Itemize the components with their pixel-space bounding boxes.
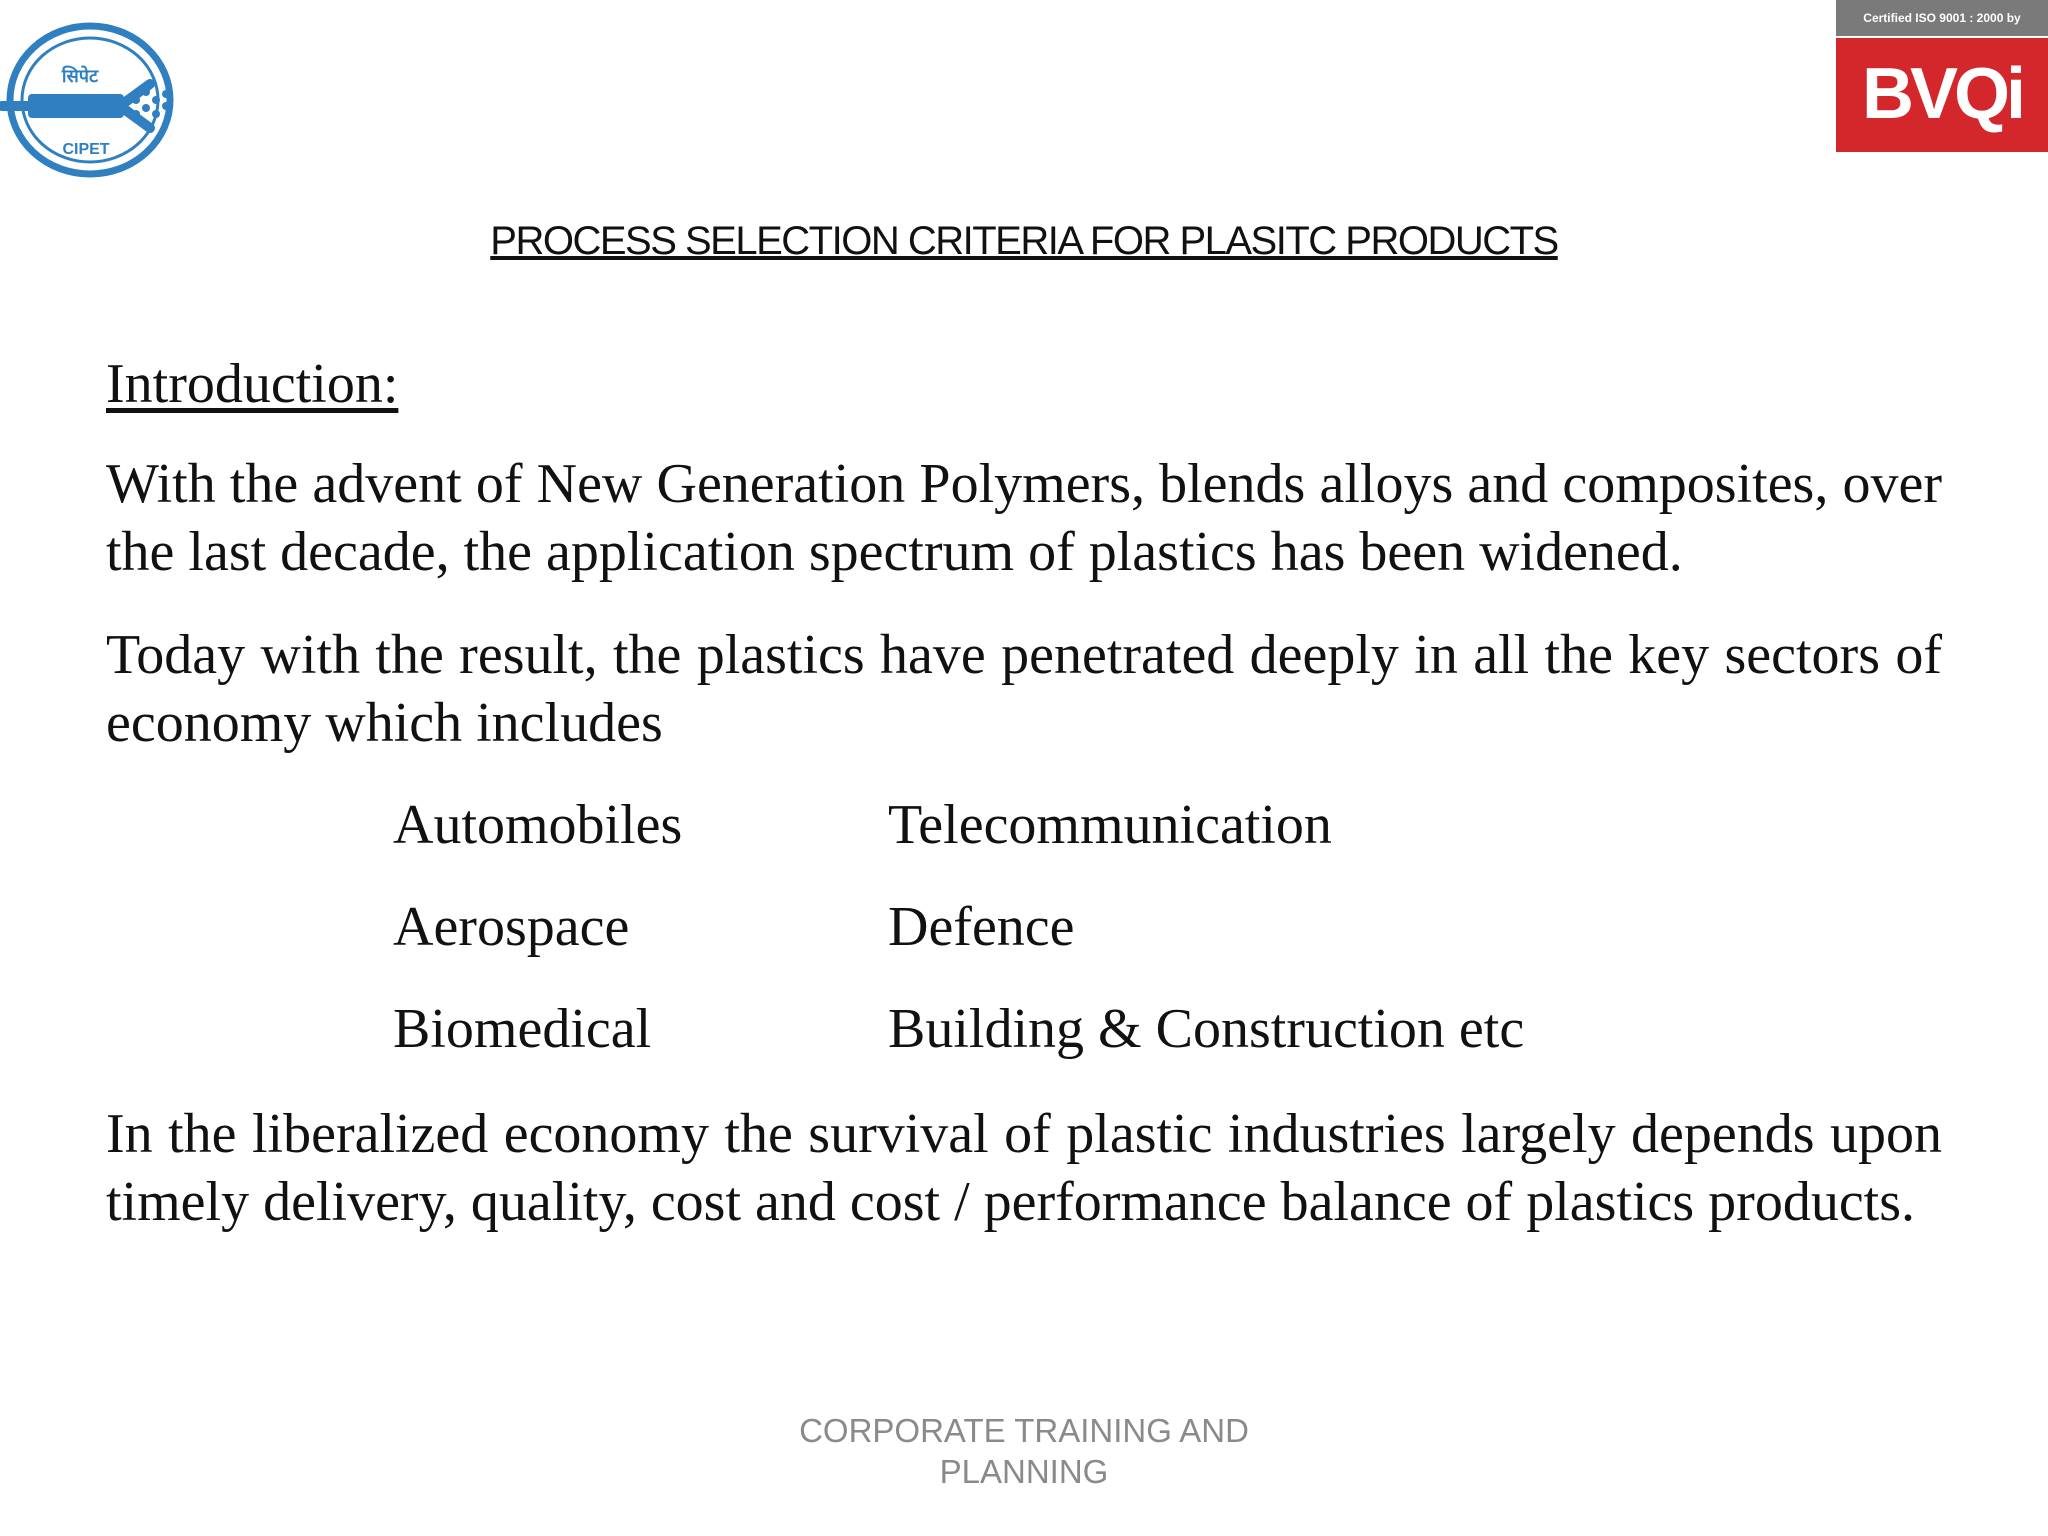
sectors-list (393, 791, 1593, 1097)
paragraph-liberalized-economy: In the liberalized economy the survival of plastic industries largely depends upon timely delivery, quality, cost and cost / performance balance of plastics products. (106, 1103, 1942, 1233)
bvqi-brand-block (1836, 38, 2048, 152)
sector-item: Aerospace (393, 896, 630, 958)
sector-item: Telecommunication (888, 794, 1332, 856)
footer-line-1: CORPORATE TRAINING AND (799, 1412, 1249, 1449)
slide-title: PROCESS SELECTION CRITERIA FOR PLASITC PRODUCTS (490, 219, 1558, 263)
cipet-logo-icon (0, 14, 192, 186)
footer-line-2: PLANNING (939, 1453, 1109, 1490)
introduction-heading: Introduction: (106, 353, 399, 415)
certification-text: Certified ISO 9001 : 2000 by (1836, 0, 2048, 36)
sector-item: Automobiles (393, 794, 683, 856)
sector-row (393, 791, 1593, 893)
bvqi-brand-text: BVQi (1861, 54, 2023, 134)
cipet-text: CIPET (62, 141, 110, 158)
sector-item: Defence (888, 896, 1075, 958)
sector-row (393, 893, 1593, 995)
sector-item: Building & Construction etc (888, 998, 1525, 1060)
sector-item: Biomedical (393, 998, 652, 1060)
paragraph-advent: With the advent of New Generation Polymers, blends alloys and composites, over the last decade, the application spectrum of plastics has been widened. (106, 453, 1942, 583)
cipet-hindi-text: सिपेट (61, 66, 99, 87)
sector-row (393, 995, 1593, 1097)
footer (0, 1410, 2048, 1492)
paragraph-sectors-intro: Today with the result, the plastics have penetrated deeply in all the key sectors of economy which includes (106, 624, 1942, 754)
bvqi-logo (1836, 0, 2048, 154)
